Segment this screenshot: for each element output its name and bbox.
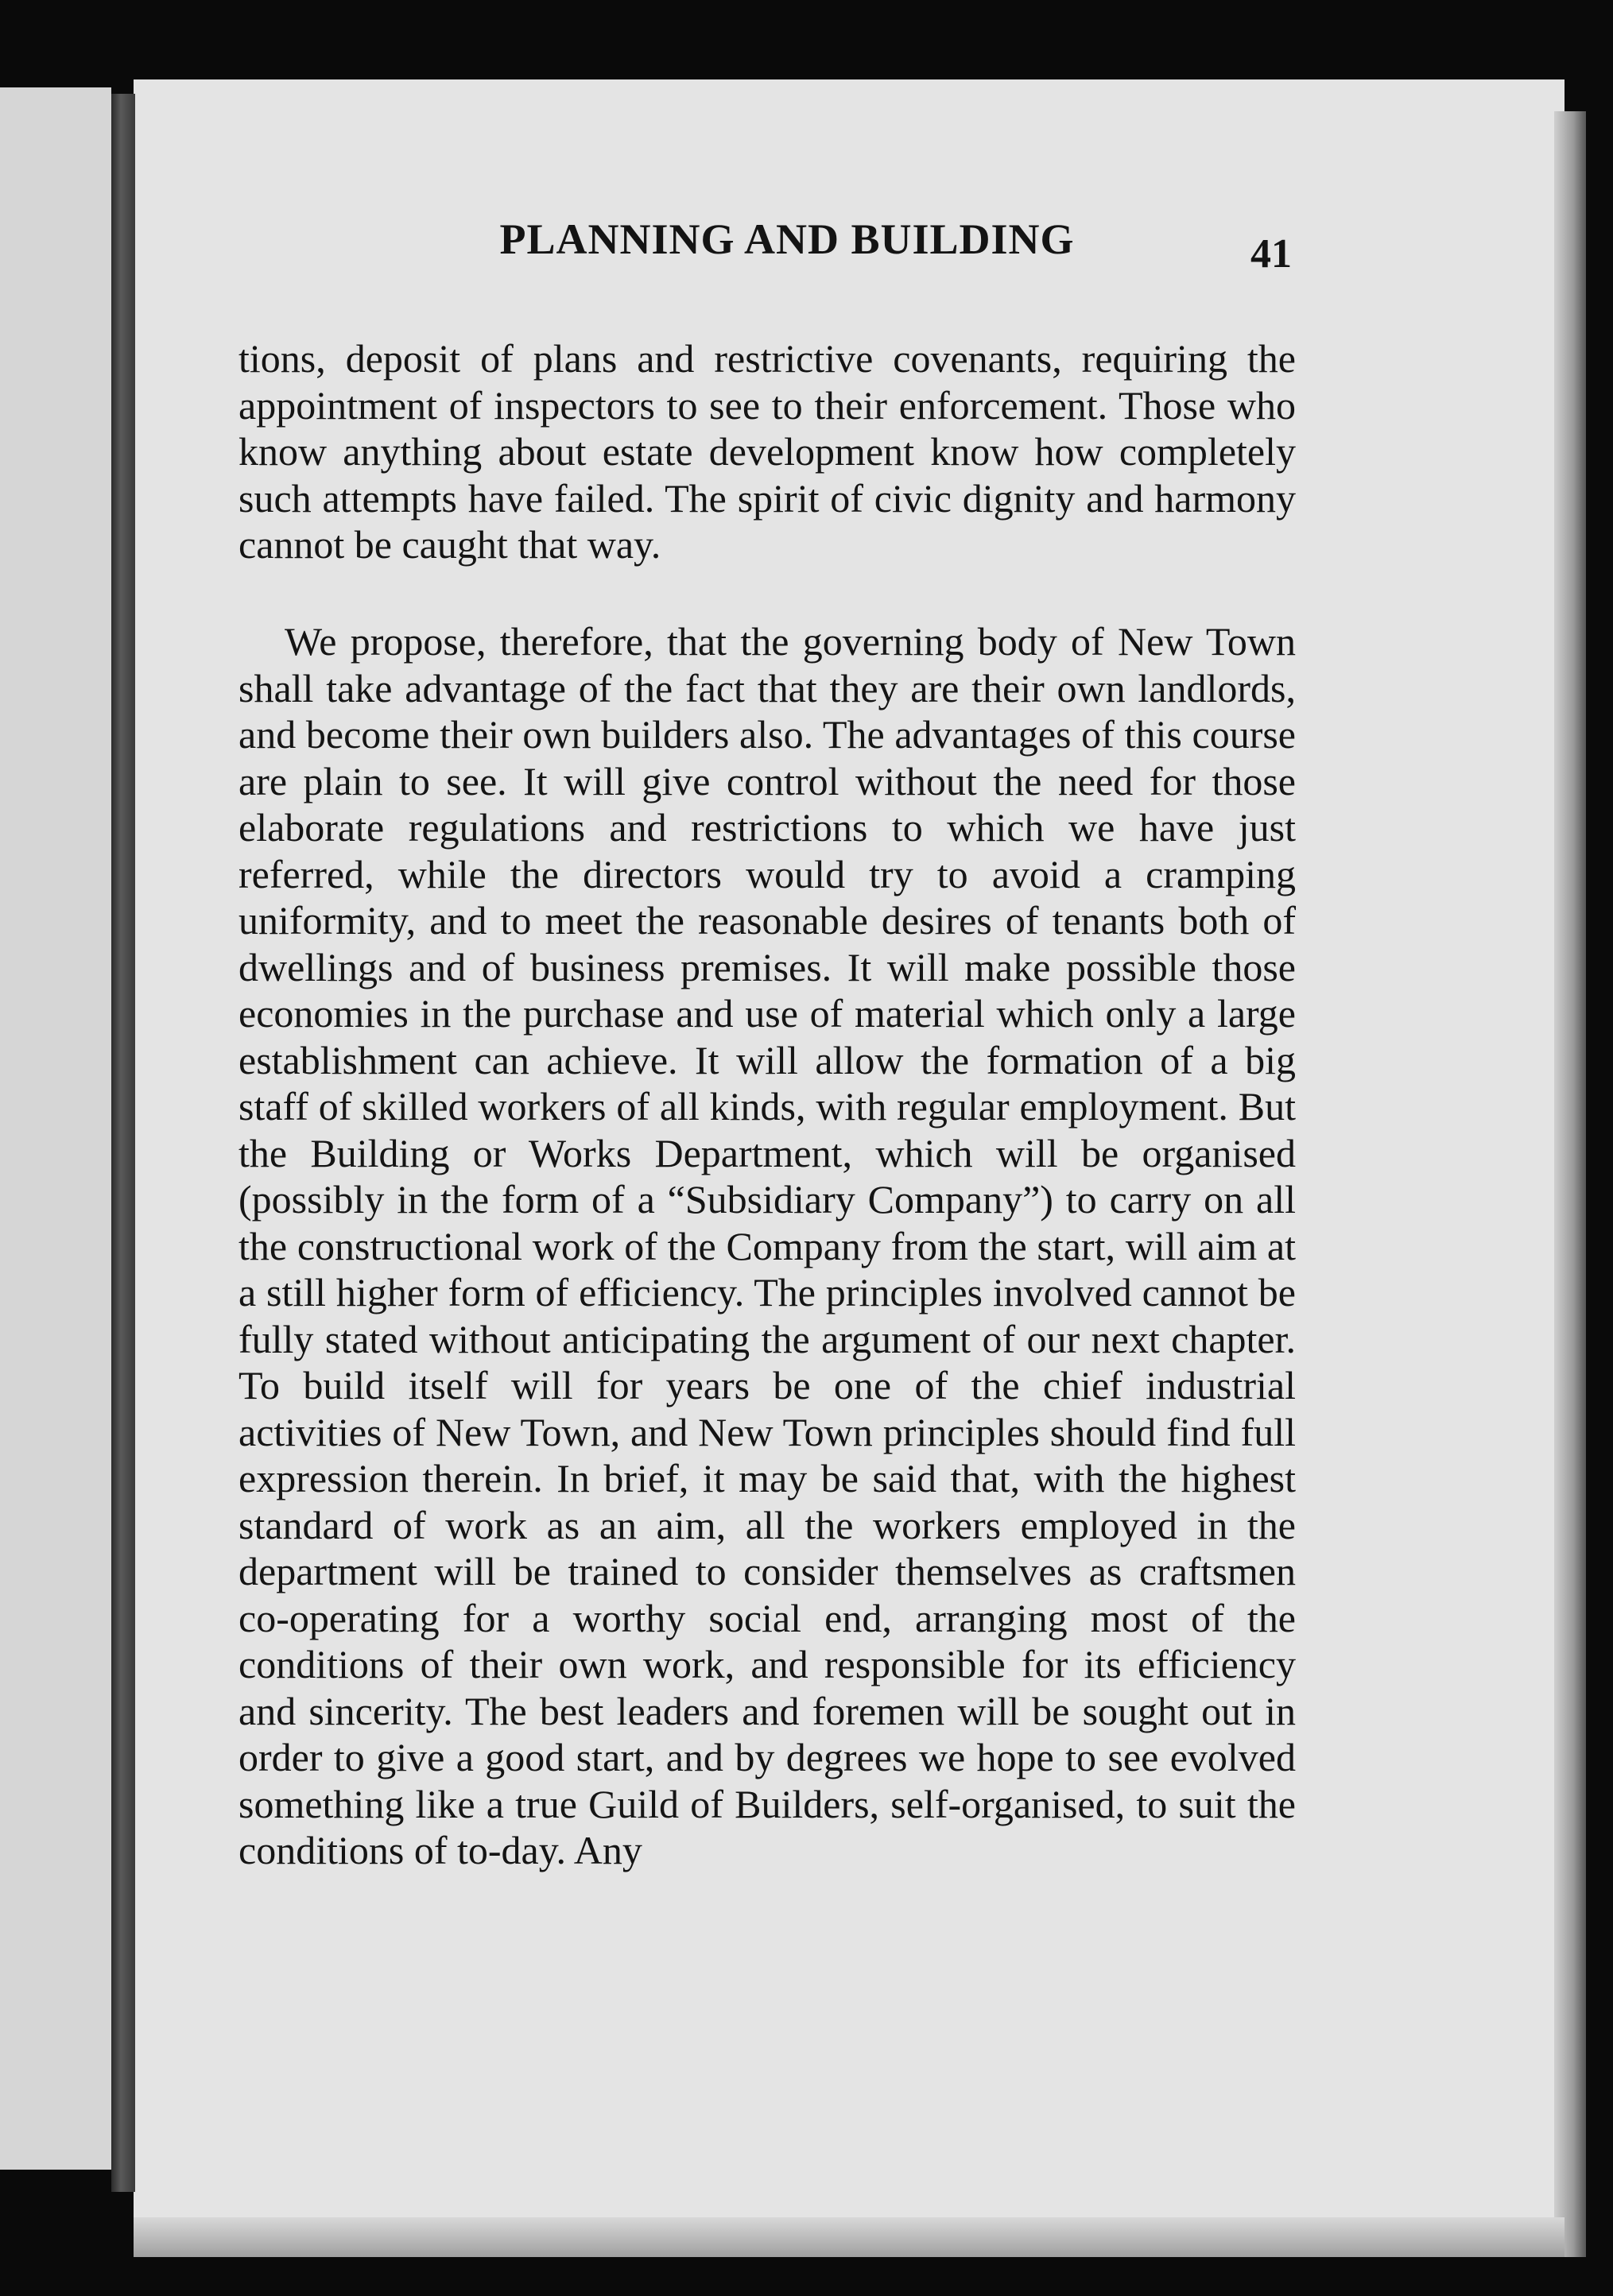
page-number: 41 xyxy=(1250,231,1292,277)
body-paragraph: We propose, therefore, that the governing body of New Town shall take advantage of the fact that they are their own landlords, and become their own builders also. The advantages of this course are plain to see. It will give control without the need for those elaborate regulations and restrictions to which we have just referred, while the directors would try to avoid a cramping uniformity, and to meet the reasonable desires of tenants both of dwellings and of business premises. It will make possible those economies in the purchase and use of material which only a large establishment can achieve. It will allow the formation of a big staff of skilled workers of all kinds, with regular employment. But the Building or Works Department, which will be organised (possibly in the form of a “Subsidiary Company”) to carry on all the constructional work of the Company from the start, will aim at a still higher form of efficiency. The principles involved cannot be fully stated without anticipating the argument of our next chapter. To build itself will for years be one of the chief industrial activities of New Town, and New Town principles should find full expression therein. In brief, it may be said that, with the highest standard of work as an aim, all the workers employed in the department will be trained to consider themselves as craftsmen co-operating for a worthy social end, arranging most of the conditions of their own work, and responsible for its efficiency and sincerity. The best leaders and foremen will be sought out in order to give a good start, and by degrees we hope to see evolved something like a true Guild of Builders, self-organised, to suit the conditions of to-day. Any xyxy=(238,619,1296,1872)
running-head: PLANNING AND BUILDING xyxy=(499,215,1075,263)
body-paragraph: tions, deposit of plans and restrictive covenants, requiring the appointment of inspectors to see to their enforcement. Those who know anything about estate development know how completely such attempts have failed. The spirit of civic dignity and harmony cannot be caught that way. xyxy=(238,336,1296,567)
